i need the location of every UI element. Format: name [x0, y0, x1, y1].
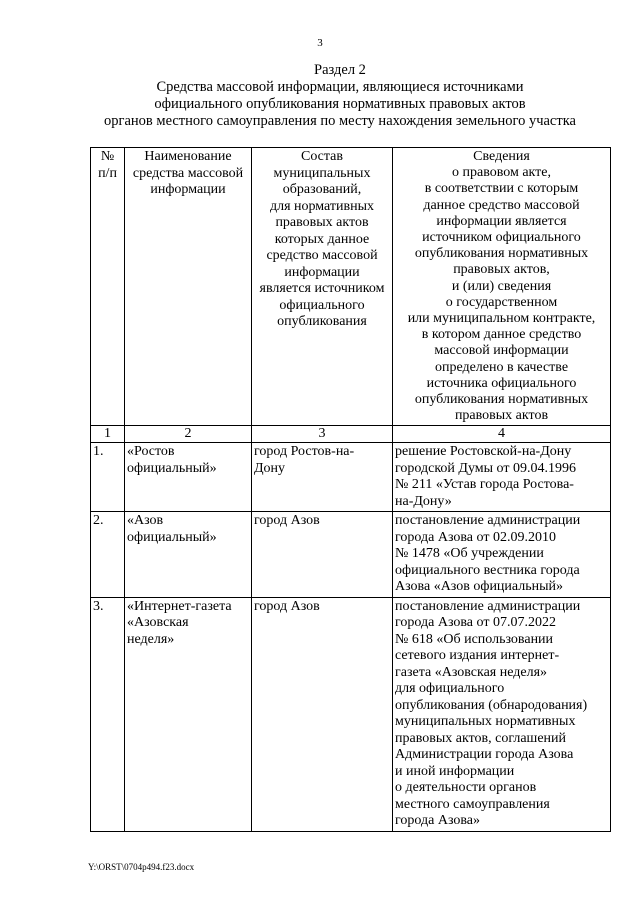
- media-table: [90, 147, 611, 832]
- cell-text-line: данное средство массовой: [423, 197, 580, 213]
- cell-text-line: средство массовой: [266, 248, 378, 263]
- municipality: [252, 597, 393, 831]
- municipality: [252, 443, 393, 512]
- cell-text-line: муниципальных нормативных: [395, 714, 576, 730]
- media-name: [125, 443, 252, 512]
- cell-text-line: местного самоуправления: [395, 796, 550, 812]
- cell-text-line: о государственном: [445, 294, 558, 310]
- cell-text-line: опубликования нормативных: [414, 392, 589, 408]
- cell-text-line: сетевого издания интернет-: [395, 648, 560, 664]
- header-cell-municipalities: [252, 148, 393, 426]
- section-label: Раздел 2: [314, 62, 366, 78]
- cell-text-line: Наименование: [144, 149, 232, 164]
- row-number: 3.: [91, 597, 125, 831]
- legal-act: [393, 443, 611, 512]
- section-title-line: официального опубликования нормативных правовых актов: [154, 96, 526, 112]
- cell-text-line: официальный»: [127, 460, 217, 476]
- cell-text-line: в соответствии с которым: [424, 181, 579, 197]
- cell-text-line: и (или) сведения: [451, 278, 552, 294]
- cell-text-line: официального вестника города: [395, 562, 580, 578]
- cell-text-line: определено в качестве: [434, 359, 569, 375]
- cell-text-line: информации: [150, 182, 226, 197]
- section-heading: [40, 62, 640, 130]
- cell-text-line: город Ростов-на-: [254, 444, 355, 460]
- header-cell-number: [91, 148, 125, 426]
- table-row: [91, 597, 611, 831]
- file-path-footer: Y:\ORST\0704p494.f23.docx: [88, 862, 195, 872]
- cell-text-line: «Интернет-газета: [127, 598, 232, 614]
- cell-text-line: газета «Азовская неделя»: [395, 664, 548, 680]
- legal-act: [393, 597, 611, 831]
- media-name: [125, 512, 252, 598]
- cell-text-line: город Азов: [254, 513, 320, 529]
- column-number: 1: [91, 426, 125, 443]
- cell-text-line: правовых актов: [275, 215, 369, 230]
- cell-text-line: город Азов: [254, 598, 320, 614]
- cell-text-line: правовых актов: [454, 408, 549, 424]
- cell-text-line: для нормативных: [269, 198, 375, 214]
- cell-text-line: муниципальных: [273, 165, 371, 181]
- column-number: 4: [393, 426, 611, 443]
- cell-text-line: образований,: [282, 182, 362, 197]
- cell-text-line: массовой информации: [434, 343, 569, 359]
- cell-text-line: информации: [284, 264, 360, 280]
- cell-text-line: средства массовой: [132, 165, 244, 181]
- cell-text-line: Азова «Азов официальный»: [395, 579, 564, 595]
- cell-text-line: правовых актов, соглашений: [395, 730, 567, 746]
- cell-text-line: № 618 «Об использовании: [395, 631, 554, 647]
- cell-text-line: «Азовская: [127, 615, 189, 631]
- cell-text-line: официальный»: [127, 529, 217, 545]
- cell-text-line: официального: [279, 297, 365, 313]
- cell-text-line: № 211 «Устав города Ростова-: [395, 477, 574, 493]
- cell-text-line: о деятельности органов: [395, 780, 537, 796]
- header-cell-media-name: [125, 148, 252, 426]
- legal-act: [393, 512, 611, 598]
- cell-text-line: постановление администрации: [395, 598, 581, 614]
- page-number: 3: [317, 37, 323, 49]
- cell-text-line: на-Дону»: [395, 493, 452, 509]
- column-number-row: [91, 426, 611, 443]
- cell-text-line: источником официального: [422, 230, 581, 246]
- cell-text-line: опубликования (обнародования): [395, 697, 588, 713]
- cell-text-line: для официального: [395, 681, 505, 697]
- row-number: 2.: [91, 512, 125, 598]
- cell-text-line: источника официального: [426, 375, 577, 391]
- cell-text-line: Администрации города Азова: [395, 747, 574, 763]
- table-row: [91, 512, 611, 598]
- cell-text-line: которых данное: [274, 231, 370, 247]
- cell-text-line: решение Ростовской-на-Дону: [395, 444, 572, 460]
- cell-text-line: №: [100, 149, 115, 164]
- cell-text-line: о правовом акте,: [452, 165, 551, 181]
- cell-text-line: города Азова от 02.09.2010: [395, 529, 556, 545]
- cell-text-line: Состав: [300, 149, 343, 164]
- cell-text-line: информации является: [436, 213, 567, 229]
- section-title-line: органов местного самоуправления по месту нахождения земельного участка: [104, 113, 576, 129]
- column-number: 3: [252, 426, 393, 443]
- cell-text-line: города Азова»: [395, 813, 481, 829]
- cell-text-line: в котором данное средство: [421, 327, 582, 343]
- cell-text-line: правовых актов,: [453, 262, 550, 278]
- cell-text-line: Сведения: [473, 149, 530, 164]
- cell-text-line: постановление администрации: [395, 513, 581, 529]
- cell-text-line: является источником: [259, 281, 385, 296]
- header-cell-legal-act: [393, 148, 611, 426]
- section-title-line: Средства массовой информации, являющиеся источниками: [156, 79, 524, 95]
- cell-text-line: № 1478 «Об учреждении: [395, 546, 544, 562]
- table-row: [91, 443, 611, 512]
- cell-text-line: опубликования: [277, 314, 367, 329]
- cell-text-line: городской Думы от 09.04.1996: [395, 460, 576, 476]
- cell-text-line: Дону: [254, 460, 286, 476]
- cell-text-line: «Азов: [127, 513, 164, 529]
- municipality: [252, 512, 393, 598]
- cell-text-line: неделя»: [127, 631, 175, 647]
- cell-text-line: города Азова от 07.07.2022: [395, 615, 556, 631]
- row-number: 1.: [91, 443, 125, 512]
- cell-text-line: или муниципальном контракте,: [407, 311, 596, 327]
- column-number: 2: [125, 426, 252, 443]
- cell-text-line: «Ростов: [127, 444, 175, 460]
- cell-text-line: п/п: [98, 165, 117, 181]
- media-name: [125, 597, 252, 831]
- table-header-row: [91, 148, 611, 426]
- cell-text-line: опубликования нормативных: [414, 246, 589, 262]
- cell-text-line: и иной информации: [395, 763, 515, 779]
